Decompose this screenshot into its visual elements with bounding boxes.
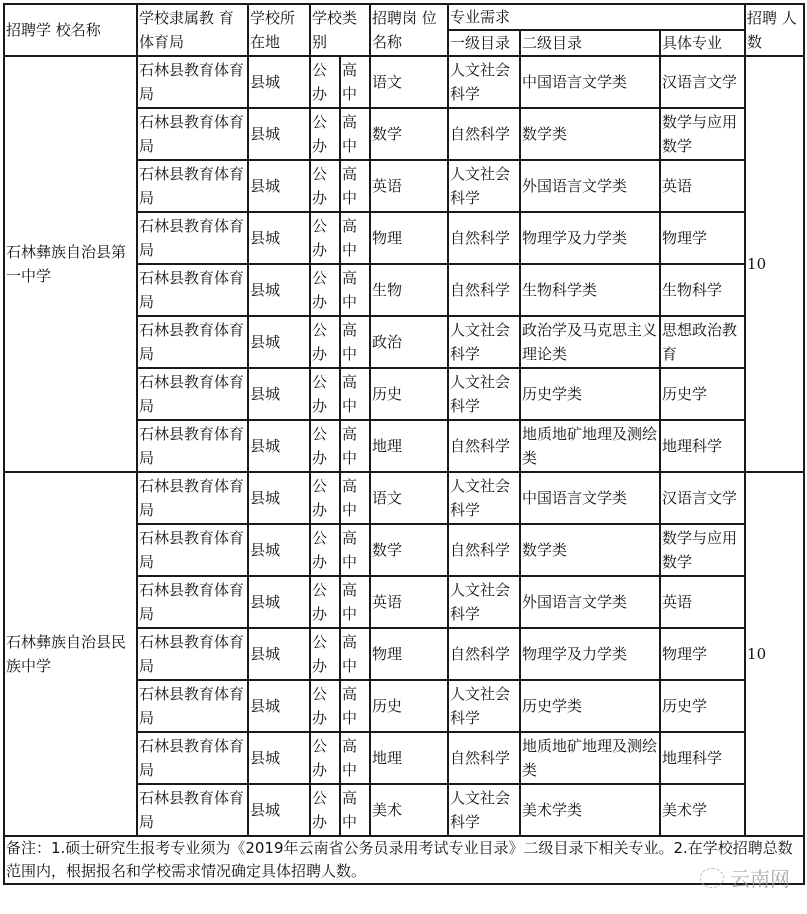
header-location: 学校所在地	[248, 4, 310, 56]
cell-location: 县城	[248, 784, 310, 836]
cell-bureau: 石林县教育体育局	[137, 524, 248, 576]
cell-type-ownership: 公办	[310, 56, 340, 108]
cell-specific: 地理科学	[660, 732, 745, 784]
cell-type-ownership: 公办	[310, 732, 340, 784]
cell-level1: 人文社会科学	[448, 576, 520, 628]
cell-level2: 物理学及力学类	[520, 628, 660, 680]
recruitment-table	[3, 3, 805, 885]
cell-level1: 人文社会科学	[448, 160, 520, 212]
cell-position: 数学	[370, 524, 448, 576]
header-major-requirement: 专业需求	[448, 4, 745, 30]
cell-level1: 人文社会科学	[448, 56, 520, 108]
cell-level2: 外国语言文学类	[520, 160, 660, 212]
header-bureau: 学校隶属教 育体育局	[137, 4, 248, 56]
cell-type-level: 高中	[340, 420, 370, 472]
cell-level1: 人文社会科学	[448, 368, 520, 420]
cell-type-ownership: 公办	[310, 160, 340, 212]
cell-level2: 外国语言文学类	[520, 576, 660, 628]
cell-specific: 历史学	[660, 368, 745, 420]
cell-type-ownership: 公办	[310, 420, 340, 472]
cell-type-ownership: 公办	[310, 576, 340, 628]
cell-location: 县城	[248, 56, 310, 108]
cell-level2: 中国语言文学类	[520, 56, 660, 108]
cell-level1: 自然科学	[448, 212, 520, 264]
cell-level2: 政治学及马克思主义理论类	[520, 316, 660, 368]
cell-bureau: 石林县教育体育局	[137, 368, 248, 420]
cell-position: 数学	[370, 108, 448, 160]
note-row	[4, 836, 804, 884]
footnote: 备注：1.硕士研究生报考专业须为《2019年云南省公务员录用考试专业目录》二级目录下相关专业。2.在学校招聘总数范围内，根据报名和学校需求情况确定具体招聘人数。	[4, 836, 804, 884]
table-row	[4, 56, 804, 108]
cell-level1: 自然科学	[448, 108, 520, 160]
watermark-text: 云南网	[730, 867, 790, 891]
cell-position: 英语	[370, 160, 448, 212]
cell-specific: 思想政治教育	[660, 316, 745, 368]
table-row	[4, 472, 804, 524]
cell-level2: 历史学类	[520, 368, 660, 420]
cell-level1: 自然科学	[448, 524, 520, 576]
cell-specific: 生物科学	[660, 264, 745, 316]
cell-type-ownership: 公办	[310, 368, 340, 420]
cell-specific: 历史学	[660, 680, 745, 732]
cell-position: 物理	[370, 212, 448, 264]
cell-bureau: 石林县教育体育局	[137, 420, 248, 472]
cell-bureau: 石林县教育体育局	[137, 576, 248, 628]
cell-level2: 生物科学类	[520, 264, 660, 316]
cell-type-level: 高中	[340, 264, 370, 316]
cell-type-level: 高中	[340, 628, 370, 680]
cell-type-level: 高中	[340, 160, 370, 212]
cell-level1: 自然科学	[448, 420, 520, 472]
cell-location: 县城	[248, 316, 310, 368]
cell-type-ownership: 公办	[310, 784, 340, 836]
cell-level2: 数学类	[520, 108, 660, 160]
cell-bureau: 石林县教育体育局	[137, 732, 248, 784]
cell-school-name: 石林彝族自治县民族中学	[4, 472, 137, 836]
header-specific: 具体专业	[660, 30, 745, 56]
cell-level1: 自然科学	[448, 264, 520, 316]
cell-bureau: 石林县教育体育局	[137, 56, 248, 108]
cell-level2: 地质地矿地理及测绘类	[520, 732, 660, 784]
cell-location: 县城	[248, 628, 310, 680]
cell-type-level: 高中	[340, 576, 370, 628]
cell-location: 县城	[248, 160, 310, 212]
cell-position: 历史	[370, 368, 448, 420]
header-level2: 二级目录	[520, 30, 660, 56]
cell-location: 县城	[248, 732, 310, 784]
cell-level2: 中国语言文学类	[520, 472, 660, 524]
cell-type-level: 高中	[340, 524, 370, 576]
cell-location: 县城	[248, 212, 310, 264]
cell-type-level: 高中	[340, 108, 370, 160]
cell-position: 地理	[370, 732, 448, 784]
cell-type-level: 高中	[340, 732, 370, 784]
cell-location: 县城	[248, 680, 310, 732]
header-level1: 一级目录	[448, 30, 520, 56]
cell-bureau: 石林县教育体育局	[137, 784, 248, 836]
cell-bureau: 石林县教育体育局	[137, 212, 248, 264]
cell-location: 县城	[248, 368, 310, 420]
cell-type-level: 高中	[340, 680, 370, 732]
cell-level2: 物理学及力学类	[520, 212, 660, 264]
cell-bureau: 石林县教育体育局	[137, 680, 248, 732]
cell-position: 英语	[370, 576, 448, 628]
cell-level1: 自然科学	[448, 732, 520, 784]
cell-specific: 地理科学	[660, 420, 745, 472]
cell-level1: 人文社会科学	[448, 784, 520, 836]
cell-type-level: 高中	[340, 56, 370, 108]
cell-bureau: 石林县教育体育局	[137, 264, 248, 316]
cell-bureau: 石林县教育体育局	[137, 108, 248, 160]
header-count: 招聘 人数	[745, 4, 804, 56]
cell-type-ownership: 公办	[310, 680, 340, 732]
cell-type-ownership: 公办	[310, 524, 340, 576]
cell-location: 县城	[248, 472, 310, 524]
cell-location: 县城	[248, 576, 310, 628]
header-school-type: 学校类别	[310, 4, 370, 56]
header-school-name: 招聘学 校名称	[4, 4, 137, 56]
cell-specific: 物理学	[660, 212, 745, 264]
header-row-1	[4, 4, 804, 30]
cell-specific: 汉语言文学	[660, 56, 745, 108]
cell-type-ownership: 公办	[310, 628, 340, 680]
cell-type-level: 高中	[340, 368, 370, 420]
cell-position: 地理	[370, 420, 448, 472]
cell-recruit-count: 10	[745, 56, 804, 472]
cell-level1: 人文社会科学	[448, 472, 520, 524]
cell-position: 生物	[370, 264, 448, 316]
cell-type-ownership: 公办	[310, 108, 340, 160]
cell-level2: 地质地矿地理及测绘类	[520, 420, 660, 472]
cell-recruit-count: 10	[745, 472, 804, 836]
cell-bureau: 石林县教育体育局	[137, 160, 248, 212]
cell-position: 语文	[370, 472, 448, 524]
cell-position: 历史	[370, 680, 448, 732]
cell-level2: 数学类	[520, 524, 660, 576]
cell-specific: 数学与应用数学	[660, 108, 745, 160]
cell-type-level: 高中	[340, 472, 370, 524]
cell-bureau: 石林县教育体育局	[137, 628, 248, 680]
cell-location: 县城	[248, 420, 310, 472]
cell-location: 县城	[248, 108, 310, 160]
cell-specific: 数学与应用数学	[660, 524, 745, 576]
cell-level2: 历史学类	[520, 680, 660, 732]
cell-position: 政治	[370, 316, 448, 368]
cell-type-level: 高中	[340, 212, 370, 264]
cell-bureau: 石林县教育体育局	[137, 316, 248, 368]
cell-level2: 美术学类	[520, 784, 660, 836]
cell-bureau: 石林县教育体育局	[137, 472, 248, 524]
header-position: 招聘岗 位名称	[370, 4, 448, 56]
cell-position: 美术	[370, 784, 448, 836]
cell-specific: 物理学	[660, 628, 745, 680]
cell-position: 语文	[370, 56, 448, 108]
cell-type-ownership: 公办	[310, 472, 340, 524]
cell-specific: 汉语言文学	[660, 472, 745, 524]
cell-location: 县城	[248, 524, 310, 576]
cell-level1: 人文社会科学	[448, 680, 520, 732]
cell-specific: 英语	[660, 576, 745, 628]
cell-position: 物理	[370, 628, 448, 680]
cell-location: 县城	[248, 264, 310, 316]
cell-school-name: 石林彝族自治县第一中学	[4, 56, 137, 472]
cell-specific: 美术学	[660, 784, 745, 836]
cell-type-ownership: 公办	[310, 316, 340, 368]
cell-type-level: 高中	[340, 316, 370, 368]
cell-type-level: 高中	[340, 784, 370, 836]
cell-level1: 人文社会科学	[448, 316, 520, 368]
cell-type-ownership: 公办	[310, 264, 340, 316]
cell-level1: 自然科学	[448, 628, 520, 680]
cell-specific: 英语	[660, 160, 745, 212]
cell-type-ownership: 公办	[310, 212, 340, 264]
